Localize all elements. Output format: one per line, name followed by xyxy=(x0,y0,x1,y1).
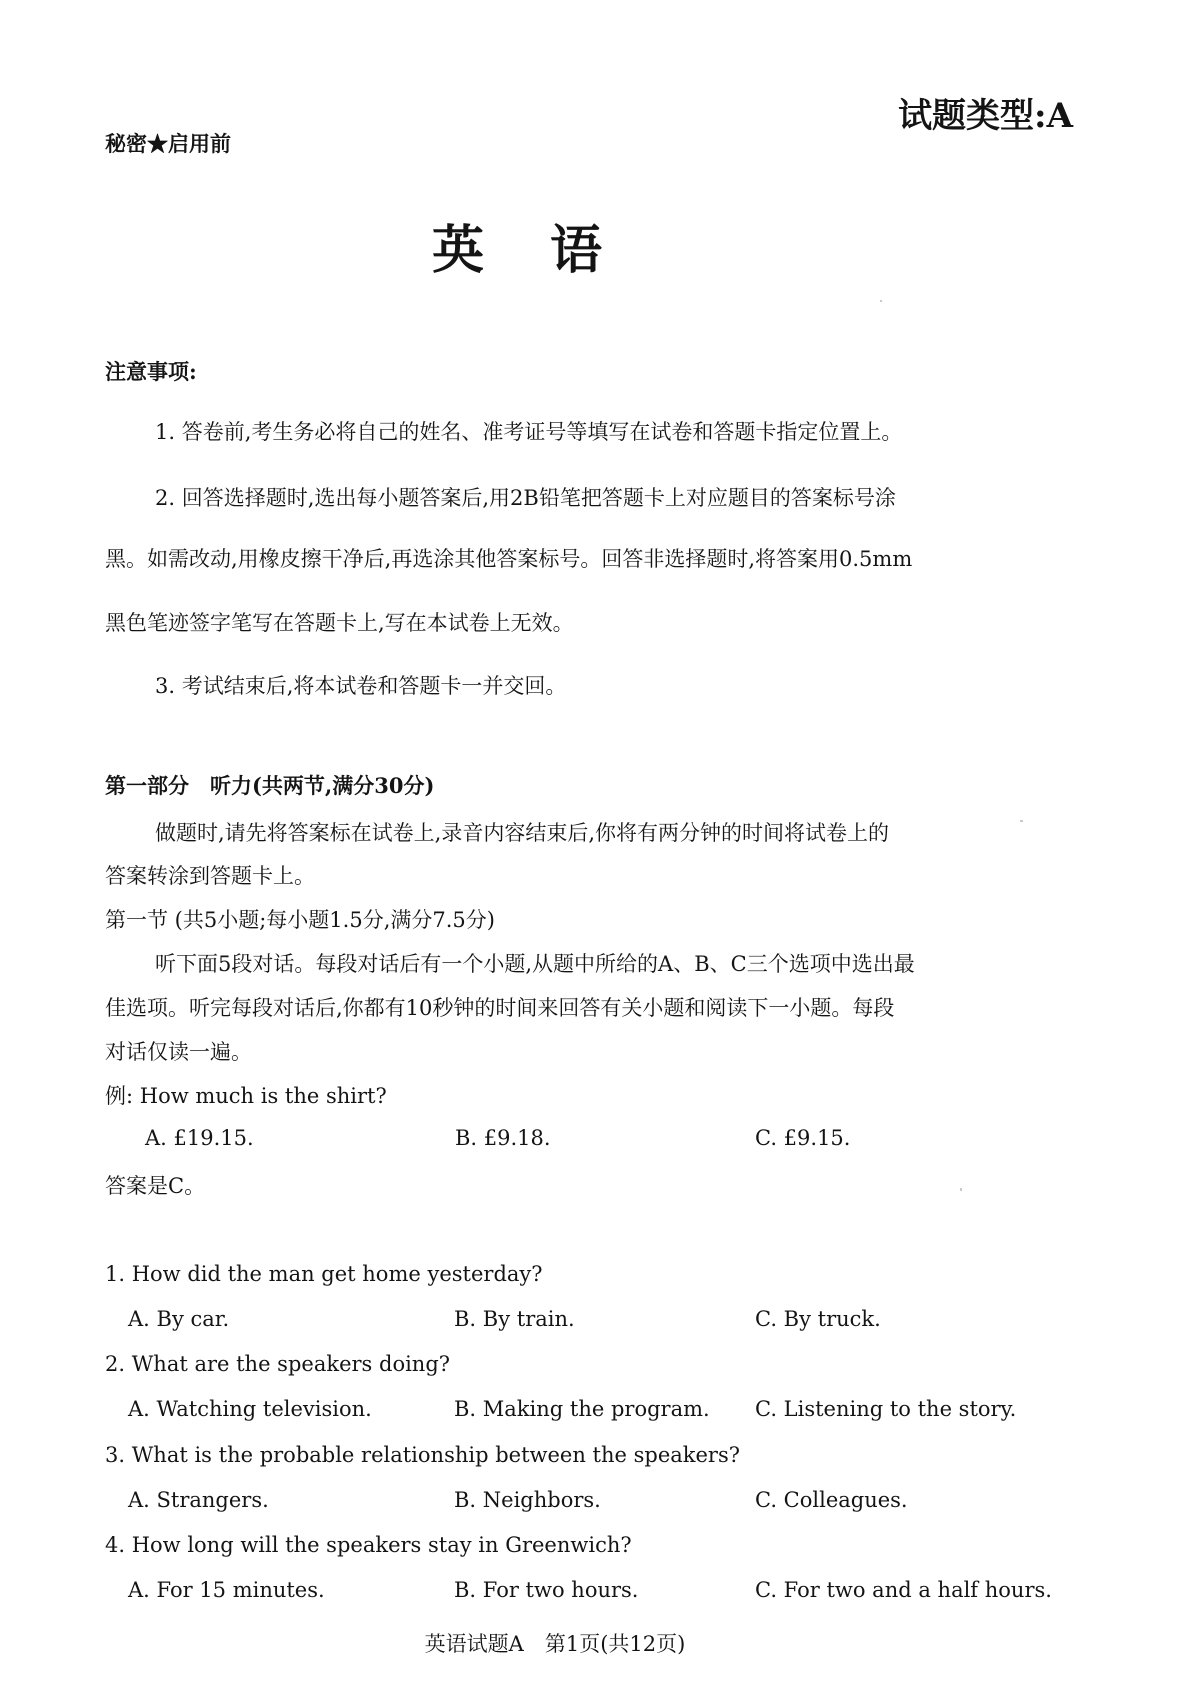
question-2-option-b: B. Making the program. xyxy=(454,1397,710,1421)
question-2-option-a: A. Watching television. xyxy=(128,1397,372,1421)
question-4-option-c: C. For two and a half hours. xyxy=(755,1578,1052,1602)
question-1-text: 1. How did the man get home yesterday? xyxy=(105,1262,543,1286)
question-1-option-c: C. By truck. xyxy=(755,1307,881,1331)
scan-speck xyxy=(1020,820,1023,822)
notice-item-2-cont2: 黑色笔迹签字笔写在答题卡上,写在本试卷上无效。 xyxy=(105,611,574,635)
exam-title: 英语 xyxy=(431,220,668,281)
example-option-b: B. £9.18. xyxy=(455,1126,551,1150)
question-2-option-c: C. Listening to the story. xyxy=(755,1397,1017,1421)
question-3-option-a: A. Strangers. xyxy=(128,1488,269,1512)
question-4-option-b: B. For two hours. xyxy=(454,1578,639,1602)
section1-instruction-line-1: 听下面5段对话。每段对话后有一个小题,从题中所给的A、B、C三个选项中选出最 xyxy=(155,952,915,976)
section1-instruction-line-3: 对话仅读一遍。 xyxy=(105,1040,252,1064)
page-footer: 英语试题A 第1页(共12页) xyxy=(424,1632,686,1656)
section1-instruction-line-2: 佳选项。听完每段对话后,你都有10秒钟的时间来回答有关小题和阅读下一小题。每段 xyxy=(105,996,895,1020)
part1-intro-line-2: 答案转涂到答题卡上。 xyxy=(105,864,315,888)
example-option-c: C. £9.15. xyxy=(755,1126,851,1150)
question-3-text: 3. What is the probable relationship between the speakers? xyxy=(105,1443,741,1467)
scan-speck xyxy=(960,1188,962,1191)
confidential-label: 秘密★启用前 xyxy=(105,131,231,156)
question-4-text: 4. How long will the speakers stay in Greenwich? xyxy=(105,1533,632,1557)
scan-speck xyxy=(880,300,882,302)
question-1-option-a: A. By car. xyxy=(128,1307,230,1331)
section1-heading: 第一节 (共5小题;每小题1.5分,满分7.5分) xyxy=(105,908,495,932)
question-3-option-b: B. Neighbors. xyxy=(454,1488,601,1512)
question-type-label: 试题类型:A xyxy=(898,96,1073,136)
question-3-option-c: C. Colleagues. xyxy=(755,1488,908,1512)
question-4-option-a: A. For 15 minutes. xyxy=(128,1578,325,1602)
notice-item-3: 3. 考试结束后,将本试卷和答题卡一并交回。 xyxy=(155,674,567,698)
example-option-a: A. £19.15. xyxy=(145,1126,254,1150)
question-2-text: 2. What are the speakers doing? xyxy=(105,1352,451,1376)
part1-heading: 第一部分 听力(共两节,满分30分) xyxy=(105,773,435,798)
part1-intro-line-1: 做题时,请先将答案标在试卷上,录音内容结束后,你将有两分钟的时间将试卷上的 xyxy=(155,821,890,845)
example-question: 例: How much is the shirt? xyxy=(105,1084,387,1108)
notice-heading: 注意事项: xyxy=(105,359,197,384)
notice-item-2-cont: 黑。如需改动,用橡皮擦干净后,再选涂其他答案标号。回答非选择题时,将答案用0.5mm xyxy=(105,547,913,571)
notice-item-2: 2. 回答选择题时,选出每小题答案后,用2B铅笔把答题卡上对应题目的答案标号涂 xyxy=(155,486,896,510)
example-answer: 答案是C。 xyxy=(105,1174,206,1198)
question-1-option-b: B. By train. xyxy=(454,1307,575,1331)
notice-item-1: 1. 答卷前,考生务必将自己的姓名、准考证号等填写在试卷和答题卡指定位置上。 xyxy=(155,420,903,444)
